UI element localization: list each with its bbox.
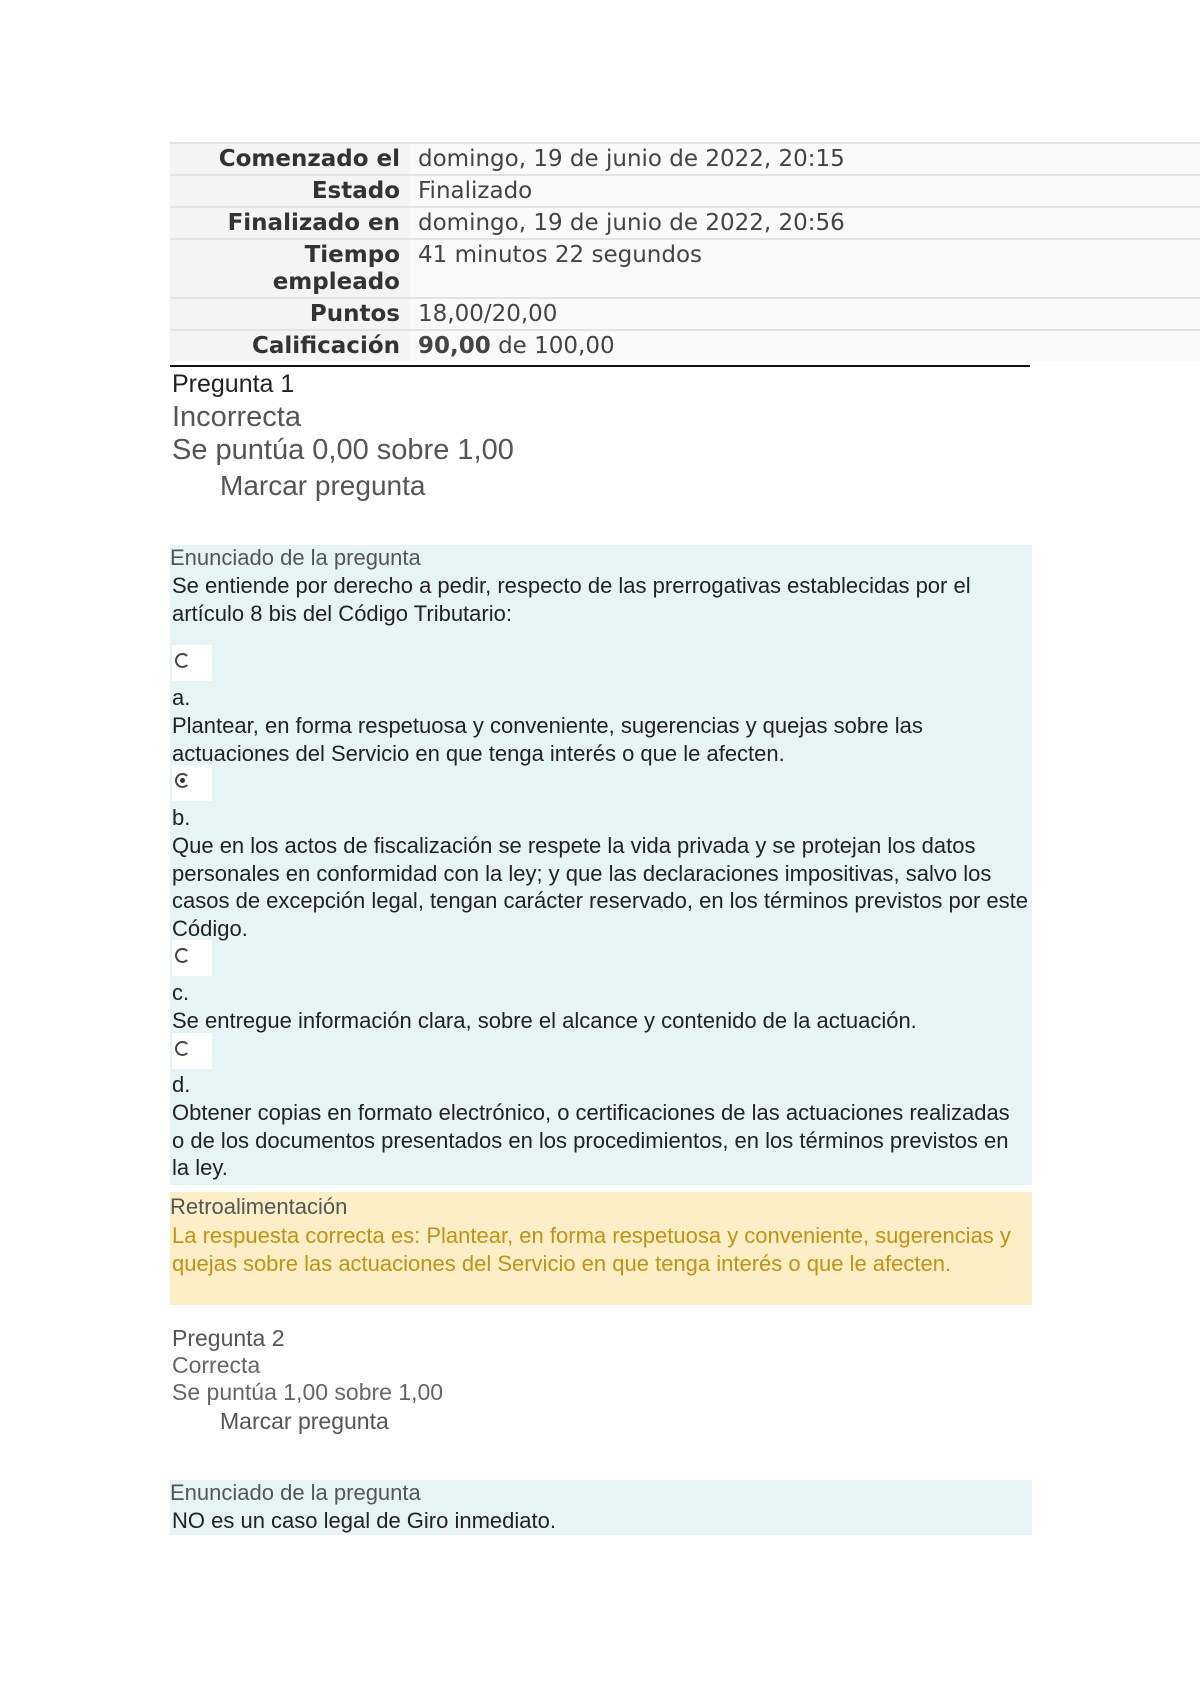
summary-row-started	[170, 143, 1200, 175]
summary-row-finished	[170, 207, 1200, 239]
summary-label: Comenzado el	[170, 143, 410, 175]
summary-label: Finalizado en	[170, 207, 410, 239]
summary-row-points	[170, 298, 1200, 330]
summary-label: Calificación	[170, 330, 410, 361]
flag-question-link[interactable]: Marcar pregunta	[220, 1408, 389, 1434]
question-text: Se entiende por derecho a pedir, respecto de las prerrogativas establecidas por el artículo 8 bis del Código Tributario:	[172, 573, 971, 626]
summary-value: 41 minutos 22 segundos	[410, 239, 1200, 298]
summary-value: 18,00/20,00	[410, 298, 1200, 330]
radio-unselected-icon	[175, 948, 190, 963]
summary-label: Estado	[170, 175, 410, 207]
answer-option-c-radio[interactable]	[172, 940, 212, 976]
question-text-header: Enunciado de la pregunta	[170, 1480, 421, 1505]
answer-option-d-radio[interactable]	[172, 1033, 212, 1069]
grade-max: de 100,00	[490, 333, 615, 359]
answer-option-text[interactable]: Obtener copias en formato electrónico, o certificaciones de las actuaciones realizadas o de los documentos presentados en los procedimientos, en los términos previstos en la ley.	[172, 1100, 1010, 1180]
question-number-label: Pregunta	[172, 1325, 266, 1351]
answer-option-letter: c.	[172, 980, 190, 1005]
question-number	[172, 1325, 285, 1352]
question-text: NO es un caso legal de Giro inmediato.	[172, 1508, 556, 1533]
question-number-value: 2	[271, 1325, 285, 1351]
question-grade: Se puntúa 0,00 sobre 1,00	[172, 434, 514, 466]
answer-option-letter: b.	[172, 805, 191, 830]
answer-option-b-radio[interactable]	[172, 765, 212, 801]
summary-value: Finalizado	[410, 175, 1200, 207]
question-number-label: Pregunta	[172, 370, 274, 398]
answer-option-letter: a.	[172, 685, 191, 710]
attempt-summary-table	[170, 142, 1200, 361]
feedback-header: Retroalimentación	[170, 1194, 348, 1219]
question-number-value: 1	[280, 370, 295, 398]
summary-row-time-taken	[170, 239, 1200, 298]
grade-value: 90,00	[418, 333, 491, 359]
flag-question-link[interactable]: Marcar pregunta	[220, 470, 426, 501]
question-state: Incorrecta	[172, 401, 301, 433]
radio-unselected-icon	[175, 653, 190, 668]
question-grade: Se puntúa 1,00 sobre 1,00	[172, 1379, 444, 1405]
radio-unselected-icon	[175, 1041, 190, 1056]
question-state: Correcta	[172, 1352, 261, 1378]
question-formulation	[170, 545, 1032, 1185]
summary-value: domingo, 19 de junio de 2022, 20:56	[410, 207, 1200, 239]
summary-row-state	[170, 175, 1200, 207]
question-feedback	[170, 1192, 1032, 1305]
summary-value: domingo, 19 de junio de 2022, 20:15	[410, 143, 1200, 175]
answer-option-text[interactable]: Que en los actos de fiscalización se respete la vida privada y se protejan los datos personales en conformidad con la ley; y que las declaraciones impositivas, salvo los casos de excepción legal, tengan carácter reservado, en los términos previstos por este Código.	[172, 833, 1029, 941]
question-text-header: Enunciado de la pregunta	[170, 545, 421, 570]
question-formulation	[170, 1480, 1032, 1535]
radio-selected-icon	[175, 773, 190, 788]
summary-row-grade	[170, 330, 1200, 361]
summary-value	[410, 330, 1200, 361]
answer-option-letter: d.	[172, 1072, 191, 1097]
summary-label: Puntos	[170, 298, 410, 330]
answer-option-a-radio[interactable]	[172, 645, 212, 681]
summary-label: Tiempo empleado	[170, 239, 410, 298]
correct-answer-text: La respuesta correcta es: Plantear, en forma respetuosa y conveniente, sugerencias y quejas sobre las actuaciones del Servicio en que tenga interés o que le afecten.	[172, 1223, 1011, 1276]
summary-divider	[170, 365, 1030, 367]
answer-option-text[interactable]: Se entregue información clara, sobre el alcance y contenido de la actuación.	[172, 1008, 917, 1033]
answer-option-text[interactable]: Plantear, en forma respetuosa y conveniente, sugerencias y quejas sobre las actuaciones del Servicio en que tenga interés o que le afecten.	[172, 713, 923, 766]
question-number	[172, 370, 294, 399]
